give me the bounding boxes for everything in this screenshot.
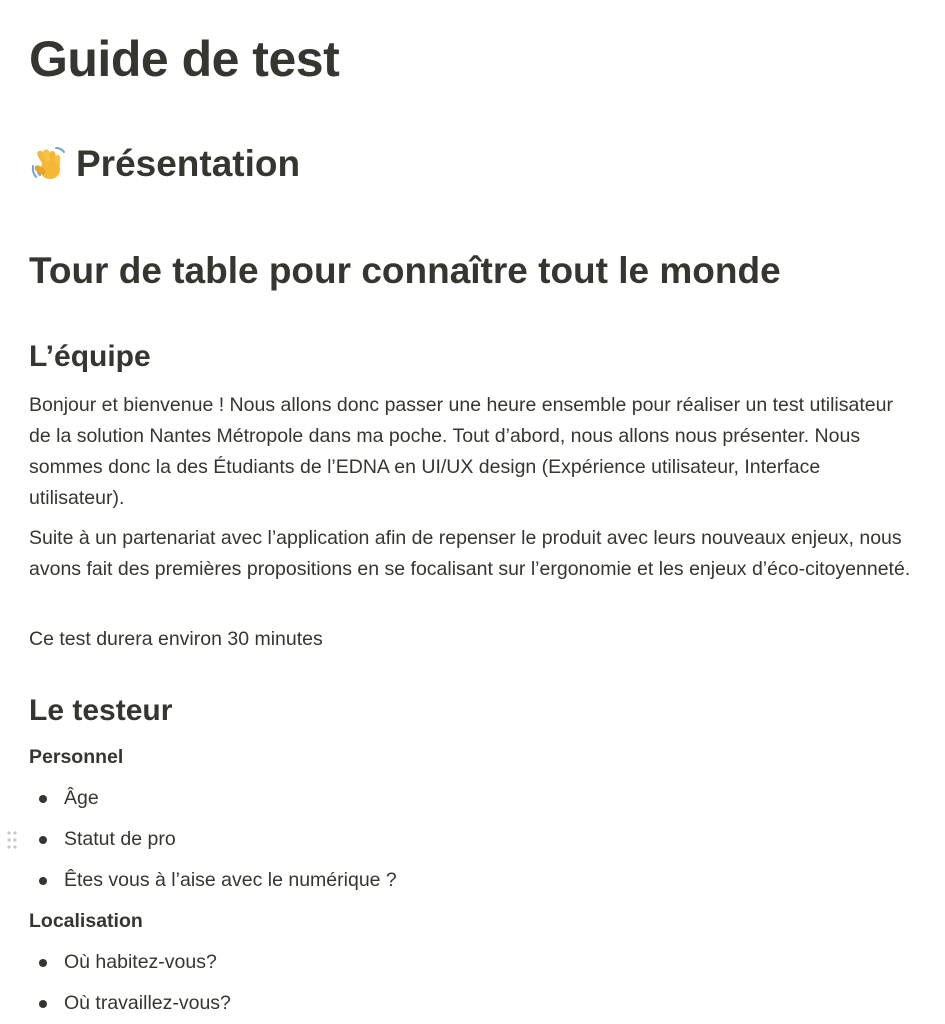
list-item-text: Statut de pro (64, 828, 176, 850)
team-paragraph-3[interactable]: Ce test durera environ 30 minutes (29, 628, 323, 650)
bullet-icon (39, 877, 47, 885)
team-paragraph-1[interactable]: Bonjour et bienvenue ! Nous allons donc passer une heure ensemble pour réaliser un test utilisateur de la solution Nantes Métropole dans ma poche. Tout d’abord, nous allons nous présenter. Nous sommes donc la des Étudiants de l’EDNA en UI/UX design (Expérience utilisateur, Interface utilisateur). (29, 394, 893, 509)
list-item[interactable] (29, 824, 176, 855)
team-heading[interactable]: L’équipe (29, 340, 151, 373)
bullet-icon (39, 1000, 47, 1008)
team-paragraph-2[interactable]: Suite à un partenariat avec l’application afin de repenser le produit avec leurs nouveaux enjeux, nous avons fait des premières propositions en se focalisant sur l’ergonomie et les enjeux d’éco-citoyenneté. (29, 527, 911, 580)
list-item[interactable] (29, 783, 99, 814)
list-item[interactable] (29, 865, 397, 896)
tour-heading[interactable]: Tour de table pour connaître tout le monde (29, 250, 781, 291)
list-item-text: Âge (64, 787, 99, 809)
bullet-icon (39, 795, 47, 803)
bullet-icon (39, 836, 47, 844)
personal-label[interactable]: Personnel (29, 746, 124, 768)
page-title[interactable]: Guide de test (29, 31, 340, 87)
presentation-heading[interactable]: Présentation (76, 143, 301, 184)
drag-handle-icon[interactable] (6, 829, 18, 851)
tester-heading[interactable]: Le testeur (29, 694, 173, 727)
presentation-heading-row (29, 143, 300, 185)
location-label[interactable]: Localisation (29, 910, 143, 932)
list-item[interactable] (29, 988, 231, 1019)
bullet-icon (39, 959, 47, 967)
list-item-text: Où habitez-vous? (64, 951, 217, 973)
list-item[interactable] (29, 947, 217, 978)
list-item-text: Êtes vous à l’aise avec le numérique ? (64, 869, 397, 891)
waving-hand-icon (29, 144, 69, 184)
list-item-text: Où travaillez-vous? (64, 992, 231, 1014)
